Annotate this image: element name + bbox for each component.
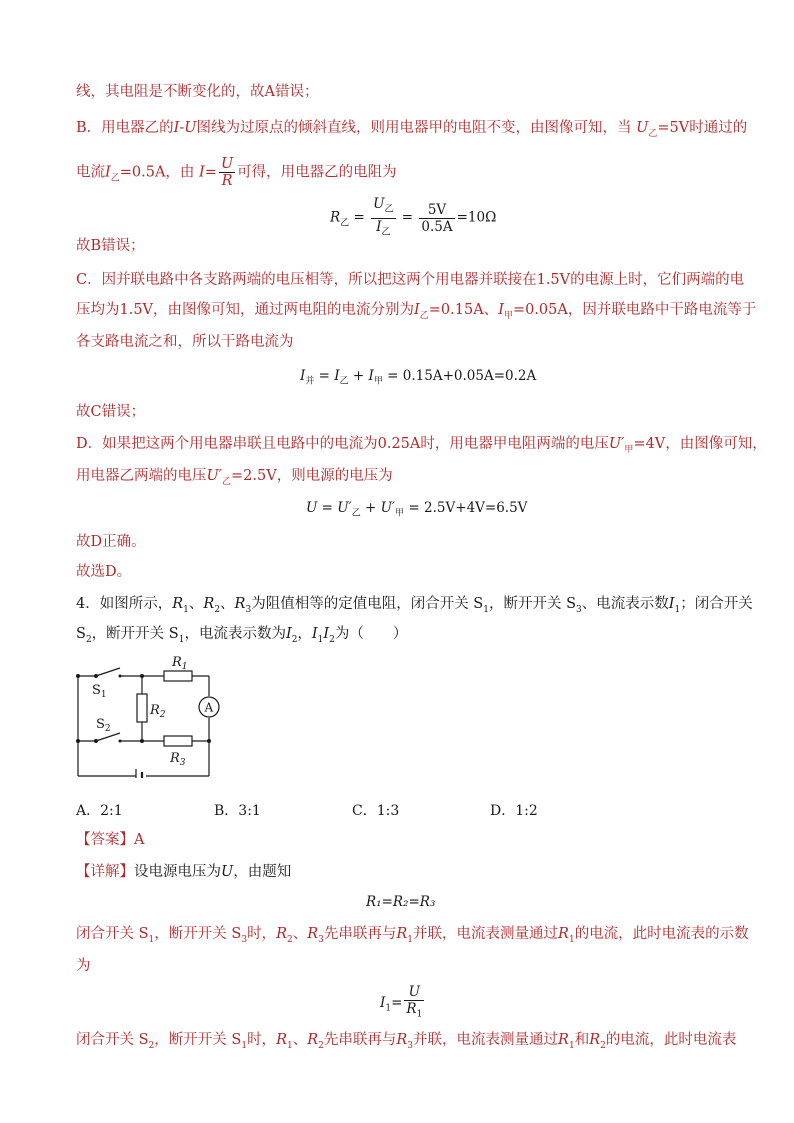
option-b: B．3:1 (214, 803, 261, 819)
text: 1 (286, 1040, 293, 1051)
text: 3 (245, 604, 252, 615)
text: 并联，电流表测量通过 (413, 1032, 559, 1048)
text: 可得，用电器乙的电阻为 (237, 164, 397, 181)
text: U (636, 120, 649, 136)
text: 1 (416, 1009, 423, 1020)
fraction (419, 202, 454, 235)
text: ，电流表示数为 (184, 626, 286, 642)
text: R (558, 1032, 569, 1048)
text: U (404, 984, 424, 1001)
resistor-r2 (137, 694, 147, 722)
text: R (396, 1032, 408, 1048)
text-line (76, 118, 747, 144)
text: 【详解】 (76, 864, 134, 880)
text: D．如果把这两个用电器串联且电路中的电流为 (76, 436, 378, 452)
text: 2 (318, 1040, 324, 1051)
text: = 2.5V+4V=6.5V (404, 500, 528, 516)
text: 乙 (381, 227, 391, 238)
text: I (105, 164, 111, 181)
text: 2 (286, 934, 293, 945)
label-s1: $S_1$ (92, 683, 107, 700)
text: I-U (173, 120, 197, 136)
text: R (221, 173, 233, 189)
text: 1 (178, 634, 185, 645)
text-line (76, 270, 744, 290)
text: 、 (188, 596, 204, 612)
node (94, 739, 98, 743)
resistor-r1 (164, 671, 192, 681)
text: 压均为 (76, 302, 120, 318)
text: 1 (241, 1040, 248, 1051)
text: =5V时通过的 (657, 120, 748, 136)
fraction (404, 984, 424, 1023)
text: 时， (247, 926, 277, 942)
text-line (76, 1030, 736, 1056)
text: I (334, 368, 340, 384)
text: U (306, 500, 318, 516)
text-line (76, 402, 145, 422)
text: 先串联再与 (323, 926, 397, 942)
text: 故C错误； (76, 404, 146, 420)
text: U′ (608, 436, 625, 452)
text: = (317, 500, 338, 516)
text: 1 (317, 634, 324, 645)
switch-s1-blade (96, 668, 120, 676)
fraction (371, 196, 395, 240)
text: =4V，由图像可知， (633, 436, 767, 452)
text: 故B错误； (76, 238, 145, 254)
text: S (76, 626, 86, 642)
text: 乙 (384, 204, 394, 215)
text: 3 (241, 934, 248, 945)
text: 为阻值相等的定值电阻，闭合开关 S (251, 596, 484, 612)
text: 为 (76, 958, 91, 974)
text: 并 (305, 376, 315, 387)
text: 1.5V (536, 272, 571, 288)
text: 2 (85, 634, 92, 645)
equation (366, 892, 435, 912)
node (207, 739, 211, 743)
text: U (373, 196, 385, 212)
text: I (199, 164, 205, 181)
text: 线，其电阻是不断变化的，故A错误； (76, 84, 319, 100)
text: =0.05A，因并联电路中干路电流等于 (512, 302, 757, 318)
text: 的电流，此时电流表的示数 (574, 926, 749, 942)
text: I (311, 626, 318, 642)
text: R (307, 926, 319, 942)
option-d: D．1:2 (490, 803, 538, 819)
text: =2.5V，则电源的电压为 (231, 468, 393, 484)
equation (306, 498, 527, 524)
text-line (76, 924, 749, 950)
text: ，断开开关 S (91, 626, 179, 642)
text: I (368, 368, 374, 384)
text: = (391, 994, 403, 1011)
text: I (498, 302, 504, 318)
node (140, 739, 144, 743)
label-ammeter: A (204, 700, 214, 715)
text: C．因并联电路中各支路两端的电压相等，所以把这两个用电器并联接在 (76, 272, 537, 288)
text: U (221, 864, 234, 880)
text: =0.5A，由 (119, 164, 195, 181)
text: B．用电器乙的 (76, 120, 174, 136)
switch-s2-blade (96, 733, 120, 741)
text: 乙 (340, 218, 350, 229)
text: 1 (148, 934, 155, 945)
text-line (76, 562, 131, 582)
text-line (76, 332, 294, 352)
text: 闭合开关 S (76, 1032, 149, 1048)
node (76, 674, 80, 678)
text: R (203, 596, 215, 612)
text: 1 (568, 1040, 575, 1051)
node (119, 740, 122, 743)
text: 1 (183, 604, 189, 615)
text: 、 (292, 1032, 308, 1048)
label-r2: $R_2$ (150, 703, 166, 720)
text: ，断开开关 S (154, 926, 242, 942)
option-c: C．1:3 (352, 803, 400, 819)
text: I (376, 218, 382, 235)
text: R (589, 1032, 601, 1048)
equation (330, 196, 496, 240)
text: = (353, 209, 365, 226)
text: 3 (318, 934, 324, 945)
text: 时，用电器甲电阻两端的电压 (420, 436, 609, 452)
text: 1 (483, 604, 489, 615)
text: 、电流表示数 (581, 596, 669, 612)
text: 2 (600, 1040, 606, 1051)
text: 乙 (339, 376, 349, 387)
text: R (558, 926, 569, 942)
question-line (76, 624, 407, 650)
text: ，断开开关 S (154, 1032, 242, 1048)
text: 并联，电流表测量通过 (413, 926, 559, 942)
label-r3: $R_3$ (170, 751, 186, 768)
text: = (401, 209, 414, 226)
text-line (76, 466, 393, 492)
text: 乙 (351, 508, 361, 519)
text: U′ (380, 500, 396, 516)
text: ，由题知 (233, 864, 292, 880)
text: R (276, 926, 287, 942)
text: 图线为过原点的倾斜直线，则用电器甲的电阻不变，由图像可知，当 (196, 120, 632, 136)
option-a: A．2:1 (76, 803, 123, 819)
text: 1.5V (119, 302, 154, 318)
text: I (414, 302, 420, 318)
text: 1 (407, 934, 414, 945)
text: 甲 (373, 376, 383, 387)
text: I (380, 994, 386, 1011)
answer-line (76, 830, 144, 850)
text: 2 (291, 634, 298, 645)
text: U′ (337, 500, 352, 516)
text-line (76, 236, 145, 256)
text: 电流 (76, 164, 105, 181)
text: R (276, 1032, 287, 1048)
text-line (76, 82, 318, 102)
circuit-diagram (74, 648, 224, 778)
equation (300, 366, 536, 392)
text-line (76, 956, 91, 976)
text: 乙 (648, 128, 658, 139)
text: ，由图像可知，通过两电阻的电流分别为 (153, 302, 415, 318)
text: 3 (407, 1040, 414, 1051)
resistor-r3 (164, 736, 192, 746)
text: 1 (674, 604, 681, 615)
text: + (360, 500, 381, 516)
detail-line (76, 862, 291, 882)
text: 为（ ） (334, 626, 408, 642)
text: ；闭合开关 (680, 596, 753, 612)
text: 故选D。 (76, 564, 132, 580)
text: 2 (148, 1040, 155, 1051)
text: 闭合开关 S (76, 926, 149, 942)
text: = (314, 368, 335, 384)
label-s2: $S_2$ (96, 717, 111, 734)
text-line (76, 434, 767, 460)
text: 1 (385, 1003, 392, 1014)
text: 甲 (503, 310, 513, 321)
node (119, 675, 122, 678)
text: 设电源电压为 (134, 864, 221, 880)
text: I (323, 626, 330, 642)
text: R₁=R₂=R₃ (366, 894, 436, 910)
text: R (406, 1001, 417, 1017)
label-r1: $R_1$ (172, 655, 188, 672)
text: 3 (576, 604, 582, 615)
text: 乙 (222, 476, 232, 487)
text: = 0.15A+0.05A=0.2A (382, 368, 537, 384)
text: R (172, 596, 184, 612)
text: 乙 (110, 173, 120, 184)
text: I (285, 626, 292, 642)
node (94, 674, 98, 678)
text: 先串联再与 (323, 1032, 397, 1048)
text: R (330, 209, 341, 226)
text: ， (297, 626, 312, 642)
text: I (300, 368, 306, 384)
text: R (234, 596, 246, 612)
text: 2 (329, 634, 335, 645)
text: R (396, 926, 408, 942)
text: 和 (574, 1032, 590, 1048)
text: 、 (292, 926, 308, 942)
text: 、 (220, 596, 235, 612)
node (140, 674, 144, 678)
text: = (204, 164, 217, 181)
text: 5V (419, 202, 454, 219)
text: 【答案】A (76, 832, 145, 848)
text: 乙 (419, 310, 429, 321)
fraction (219, 156, 235, 189)
text-line (76, 156, 397, 189)
text: 用电器乙两端的电压 (76, 468, 207, 484)
text: 故D正确。 (76, 534, 146, 550)
equation (380, 984, 426, 1023)
text: =0.15A、 (428, 302, 499, 318)
text: =10Ω (456, 209, 497, 226)
text: 的电源上时，它们两端的电 (570, 272, 745, 288)
text: 0.25A (377, 436, 421, 452)
text: 各支路电流之和，所以干路电流为 (76, 334, 294, 350)
text: 时， (247, 1032, 277, 1048)
text: 4．如图所示， (76, 596, 173, 612)
text: + (348, 368, 369, 384)
text: R (307, 1032, 319, 1048)
text: ，断开开关 S (488, 596, 577, 612)
text: 的电流，此时电流表 (605, 1032, 737, 1048)
text: 0.5A (421, 218, 453, 235)
text-line (76, 532, 146, 552)
text: 甲 (624, 444, 634, 455)
text: 甲 (395, 508, 405, 519)
text: U (220, 156, 234, 172)
text: 2 (214, 604, 221, 615)
text: U′ (206, 468, 223, 484)
question-line (76, 594, 753, 620)
text: I (668, 596, 675, 612)
text: 1 (568, 934, 575, 945)
node (76, 739, 80, 743)
text-line (76, 300, 756, 326)
